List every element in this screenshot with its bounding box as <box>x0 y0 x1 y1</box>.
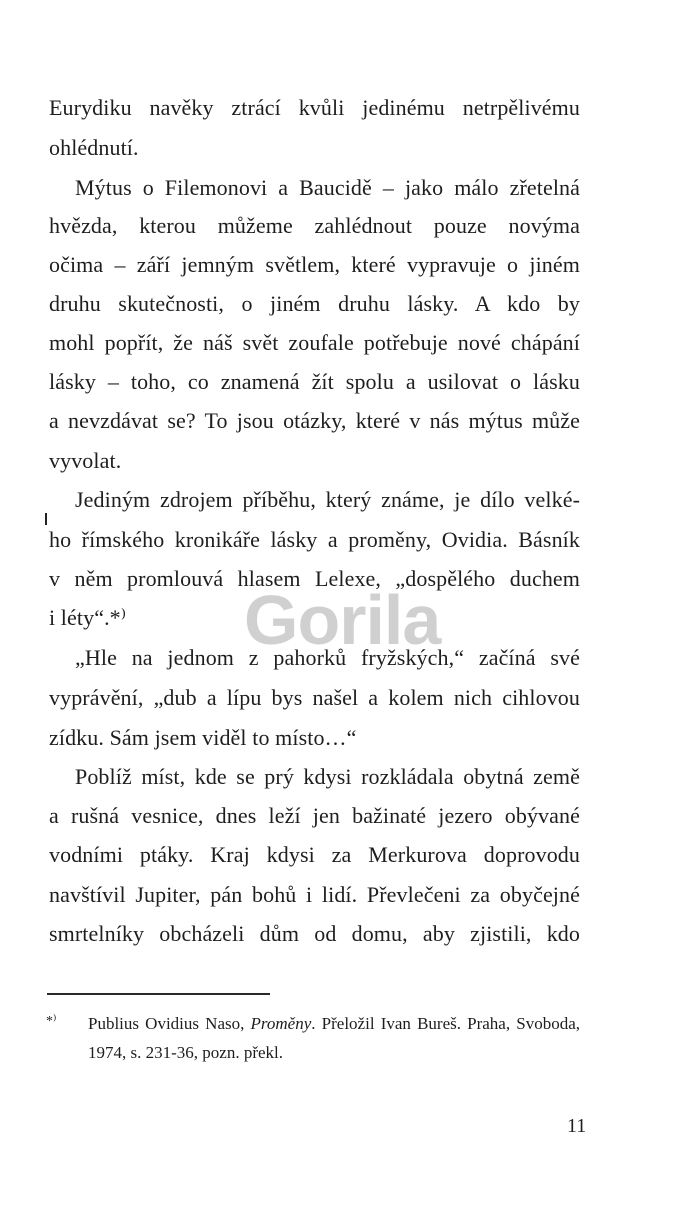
watermark-logo: Gorila <box>244 581 441 659</box>
footnote-text: Publius Ovidius Naso, <box>88 1014 251 1033</box>
page-number: 11 <box>567 1115 587 1137</box>
text-line: Poblíž míst, kde se prý kdysi rozkládala obytná země <box>75 764 580 789</box>
footnote-divider <box>47 993 270 995</box>
text-line: vodními ptáky. Kraj kdysi za Merkurova doprovodu <box>49 842 580 867</box>
text-line: i léty“.*⁾ <box>49 605 127 630</box>
margin-mark <box>45 513 47 525</box>
text-line: Eurydiku navěky ztrácí kvůli jedinému netrpělivému <box>49 95 580 120</box>
text-line: v něm promlouvá hlasem Lelexe, „dospělého duchem <box>49 566 580 591</box>
text-line: Jediným zdrojem příběhu, který známe, je dílo velké- <box>75 487 580 512</box>
text-line: lásky – toho, co znamená žít spolu a usilovat o lásku <box>49 369 580 394</box>
text-line: vyvolat. <box>49 448 122 473</box>
text-line: smrtelníky obcházeli dům od domu, aby zjistili, kdo <box>49 921 580 946</box>
text-line: druhu skutečnosti, o jiném druhu lásky. A kdo by <box>49 291 580 316</box>
text-line: ho římského kronikáře lásky a proměny, Ovidia. Básník <box>49 527 580 552</box>
text-line: hvězda, kterou můžeme zahlédnout pouze novýma <box>49 213 580 238</box>
footnote-book-title: Proměny <box>250 1014 312 1033</box>
text-line: zídku. Sám jsem viděl to místo…“ <box>49 725 357 750</box>
text-line: navštívil Jupiter, pán bohů i lidí. Převlečeni za obyčejné <box>49 882 580 907</box>
text-line: vyprávění, „dub a lípu bys našel a kolem nich cihlovou <box>49 685 580 710</box>
text-line: očima – září jemným světlem, které vypravuje o jiném <box>49 252 580 277</box>
footnote-line <box>88 1013 580 1035</box>
text-line: „Hle na jednom z pahorků fryžských,“ začíná své <box>75 645 580 670</box>
text-line: a nevzdávat se? To jsou otázky, které v nás mýtus může <box>49 408 580 433</box>
footnote-text: . Přeložil Ivan Bureš. Praha, Svoboda, <box>311 1014 580 1033</box>
text-line: mohl popřít, že náš svět zoufale potřebuje nové chápání <box>49 330 580 355</box>
footnote-line: 1974, s. 231-36, pozn. překl. <box>88 1043 284 1062</box>
text-line: ohlédnutí. <box>49 135 139 160</box>
text-line: a rušná vesnice, dnes leží jen bažinaté jezero obývané <box>49 803 580 828</box>
text-line: Mýtus o Filemonovi a Baucidě – jako málo zřetelná <box>75 175 580 200</box>
footnote-mark: *⁾ <box>46 1014 57 1029</box>
